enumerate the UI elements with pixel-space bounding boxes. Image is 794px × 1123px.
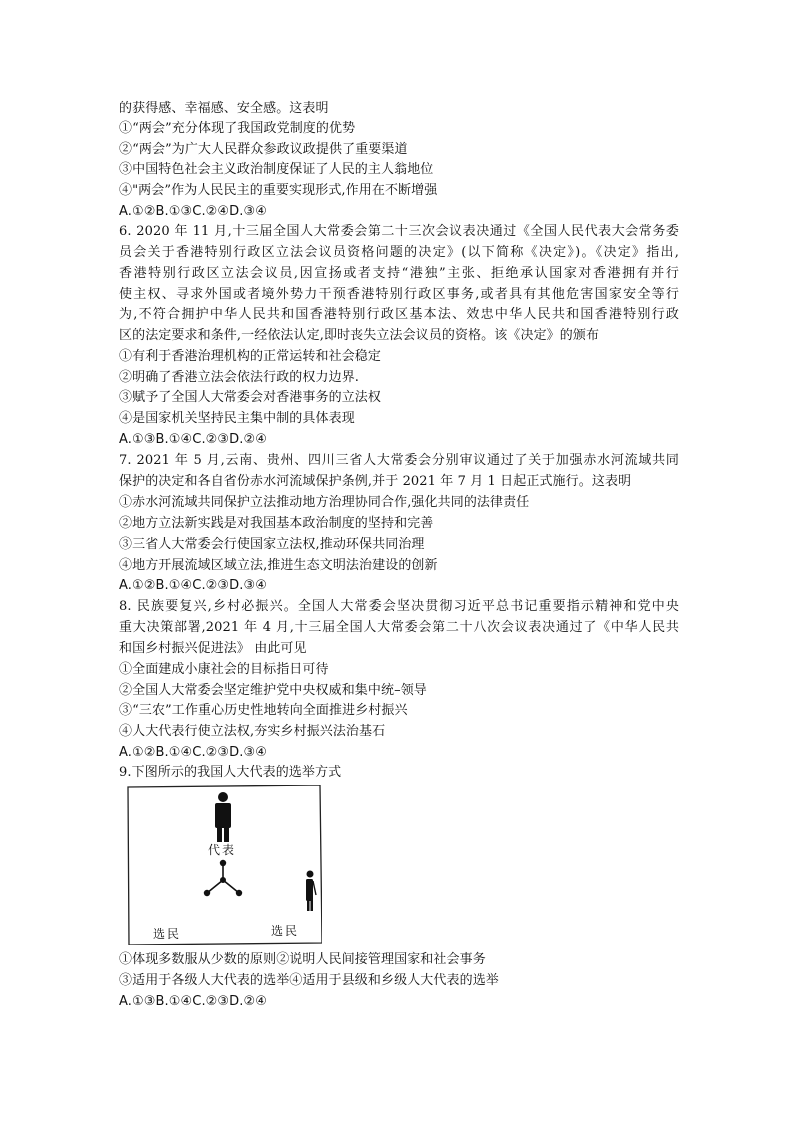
- question-6-text: 员会关于香港特别行政区立法会议员资格问题的决定》(以下简称《决定》)。《决定》指出,: [119, 245, 679, 260]
- question-8-text: 和国乡村振兴促进法》 由此可见: [119, 641, 307, 656]
- question-7-text: 7. 2021 年 5 月,云南、贵州、四川三省人大常委会分别审议通过了关于加强赤水河流域共同: [119, 453, 679, 468]
- answer-options: A.①②B.①④C.②③D.③④: [119, 745, 268, 760]
- text-line: ④"两会”作为人民民主的重要实现形式,作用在不断增强: [119, 183, 438, 198]
- question-8-text: 重大决策部署,2021 年 4 月,十三届全国人大常委会第二十八次会议表决通过了《中华人民共: [119, 620, 679, 635]
- option-statement: ①全面建成小康社会的目标指日可待: [119, 662, 329, 677]
- text-line: ①“两会”充分体现了我国政党制度的优势: [119, 121, 356, 136]
- text-line: 的获得感、幸福感、安全感。这表明: [119, 101, 329, 116]
- voter-label-right: 选民: [271, 924, 300, 938]
- question-6-text: 香港特别行政区立法会议员,因宣扬或者支持“港独”主张、拒绝承认国家对香港拥有并行: [119, 266, 679, 281]
- answer-options: A.①③B.①④C.②③D.②④: [119, 432, 268, 447]
- answer-options: A.①③B.①④C.②③D.②④: [119, 994, 268, 1009]
- question-6-text: 区的法定要求和条件,一经依法认定,即时丧失立法会议员的资格。该《决定》的颁布: [119, 328, 600, 343]
- election-diagram: [127, 785, 322, 945]
- representative-label: 代表: [208, 843, 237, 857]
- option-statement: ②明确了香港立法会依法行政的权力边界.: [119, 370, 360, 385]
- option-statement: ③赋予了全国人大常委会对香港事务的立法权: [119, 390, 382, 405]
- option-statement: ③适用于各级人大代表的选举④适用于县级和乡级人大代表的选举: [119, 973, 499, 988]
- option-statement: ③“三农”工作重心历史性地转向全面推进乡村振兴: [119, 703, 408, 718]
- option-statement: ①赤水河流域共同保护立法推动地方治理协同合作,强化共同的法律责任: [119, 495, 530, 510]
- text-line: ③中国特色社会主义政治制度保证了人民的主人翁地位: [119, 162, 434, 177]
- question-8-text: 8. 民族要复兴,乡村必振兴。全国人大常委会坚决贯彻习近平总书记重要指示精神和党中央: [119, 599, 679, 614]
- answer-options: A.①②B.①③C.②④D.③④: [119, 204, 268, 219]
- option-statement: ②地方立法新实践是对我国基本政治制度的坚持和完善: [119, 516, 434, 531]
- election-diagram-svg: [127, 785, 322, 945]
- option-statement: ④人大代表行使立法权,夯实乡村振兴法治基石: [119, 724, 386, 739]
- question-6-text: 为,不符合拥护中华人民共和国香港特别行政区基本法、效忠中华人民共和国香港特别行政: [119, 307, 679, 322]
- option-statement: ④是国家机关坚持民主集中制的具体表现: [119, 411, 355, 426]
- question-9-text: 9.下图所示的我国人大代表的选举方式: [119, 765, 342, 780]
- answer-options: A.①②B.①④C.②③D.③④: [119, 578, 268, 593]
- question-6-text: 6. 2020 年 11 月,十三届全国人大常委会第二十三次会议表决通过《全国人民代表大会常务委: [119, 224, 679, 239]
- question-6-text: 使主权、寻求外国或者境外势力干预香港特别行政区事务,或者具有其他危害国家安全等行: [119, 287, 679, 302]
- option-statement: ②全国人大常委会坚定维护党中央权威和集中统–领导: [119, 683, 427, 698]
- text-line: ②“两会”为广大人民群众参政议政提供了重要渠道: [119, 142, 408, 157]
- option-statement: ①体现多数服从少数的原则②说明人民间接管理国家和社会事务: [119, 952, 486, 967]
- option-statement: ③三省人大常委会行使国家立法权,推动环保共同治理: [119, 537, 425, 552]
- option-statement: ④地方开展流域区域立法,推进生态文明法治建设的创新: [119, 558, 438, 573]
- option-statement: ①有利于香港治理机构的正常运转和社会稳定: [119, 349, 382, 364]
- question-7-text: 保护的决定和各自省份赤水河流域保护条例,并于 2021 年 7 月 1 日起正式施行。这表明: [119, 474, 632, 489]
- voter-label-left: 选民: [153, 927, 182, 941]
